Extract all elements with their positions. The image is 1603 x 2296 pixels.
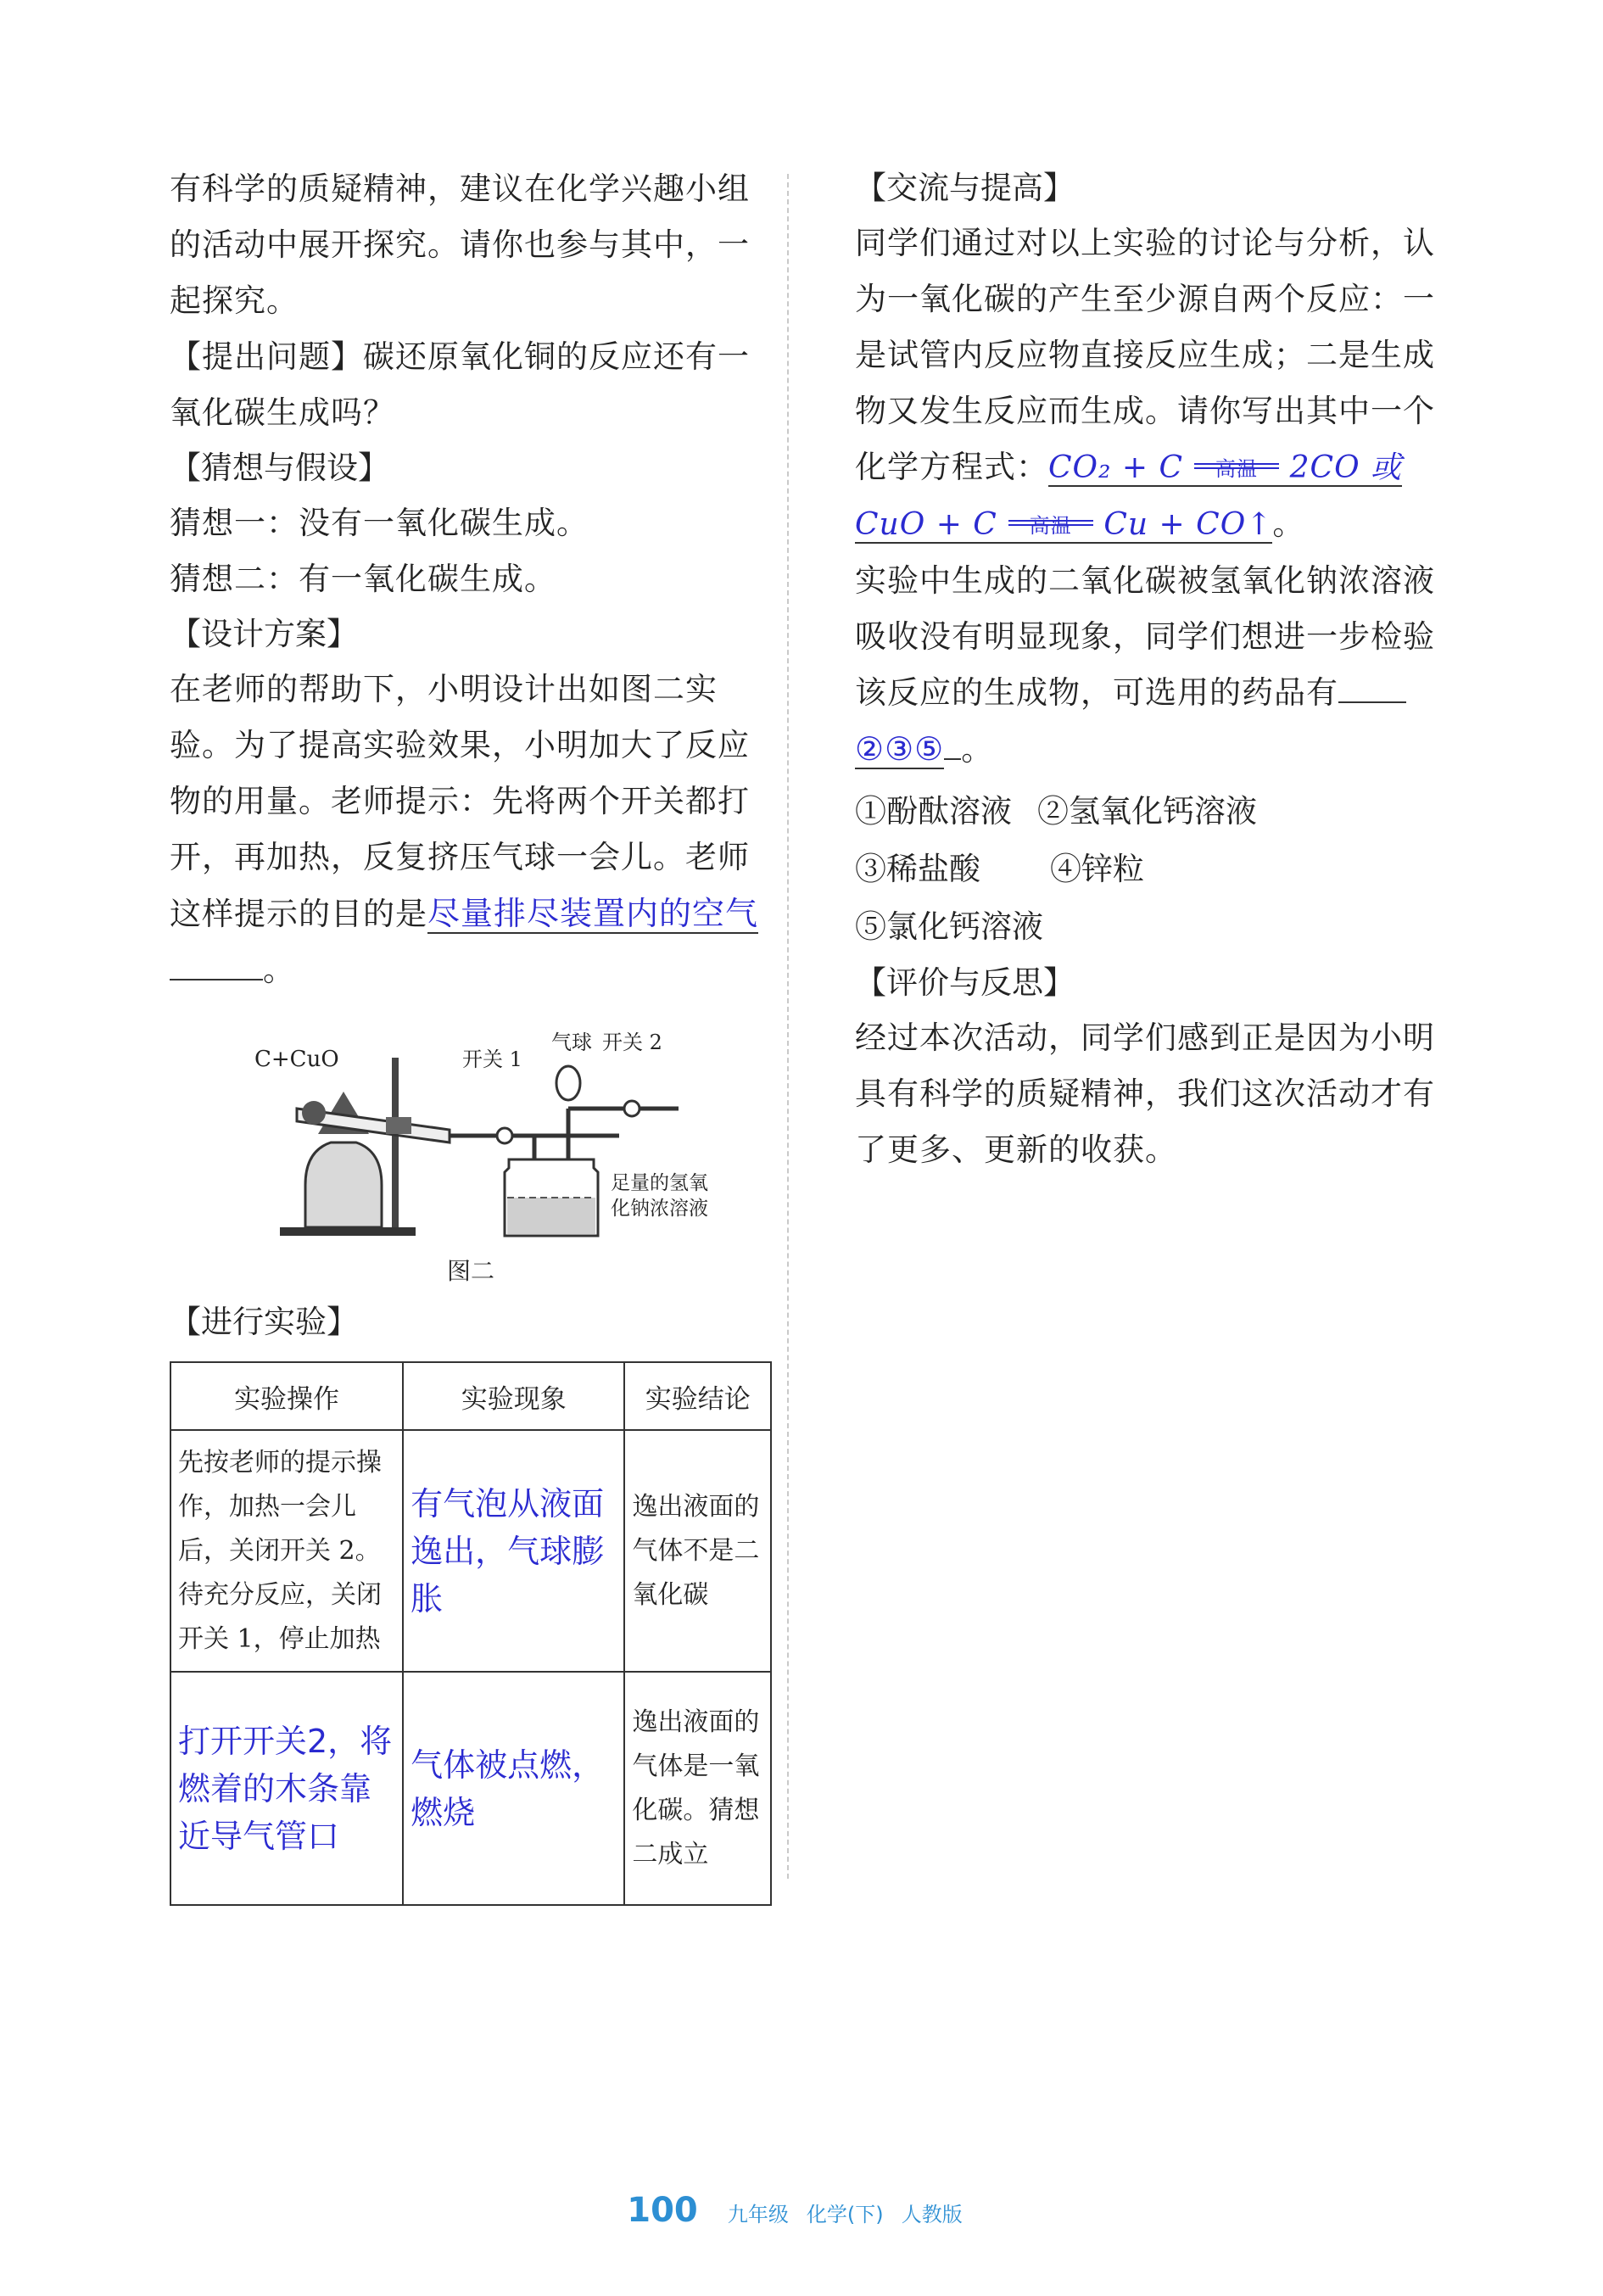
options-row-3 <box>855 898 1457 956</box>
period: 。 <box>263 952 295 988</box>
footer-subject: 化学(下) <box>806 2203 884 2226</box>
reflect-text: 经过本次活动，同学们感到正是因为小明具有科学的质疑精神，我们这次活动才有了更多、更新的收获。 <box>855 1020 1435 1168</box>
experiment-table <box>170 1361 772 1906</box>
row2-phenomenon: 气体被点燃，燃烧 <box>403 1672 624 1905</box>
eq2-left: CuO + C <box>855 507 997 542</box>
row1-operation: 先按老师的提示操作，加热一会儿后，关闭开关 2。待充分反应，关闭开关 1，停止加热 <box>170 1430 403 1672</box>
switch-2-valve <box>624 1101 640 1116</box>
question-heading: 【提出问题】 <box>170 338 363 375</box>
eq2-cond-text: 高温 <box>1029 514 1072 538</box>
equation-2 <box>855 506 1272 544</box>
figure-caption: 图二 <box>446 1257 494 1285</box>
option-4: ④锌粒 <box>1050 851 1144 887</box>
balloon <box>556 1066 580 1100</box>
options-row-2 <box>855 841 1457 898</box>
label-switch-1: 开关 1 <box>462 1047 522 1071</box>
guess-two: 猜想二：有一氧化碳生成。 <box>170 561 556 597</box>
period: 。 <box>1272 506 1305 542</box>
table-header-row <box>170 1362 771 1430</box>
row1-phenomenon: 有气泡从液面逸出，气球膨胀 <box>403 1430 624 1672</box>
question-text: 碳还原氧化铜的反应还有一氧化碳生成吗？ <box>170 338 750 431</box>
option-1: ①酚酞溶液 <box>855 793 1012 830</box>
exchange-text: 同学们通过对以上实验的讨论与分析，认为一氧化碳的产生至少源自两个反应：一是试管内反应物直接反应生成；二是生成物又发生反应而生成。请你写出其中一个化学方程式： <box>855 225 1435 485</box>
label-solution-1: 足量的氢氧 <box>611 1172 708 1194</box>
hypothesis-heading: 【猜想与假设】 <box>170 450 389 486</box>
eq1-condition <box>1194 457 1279 481</box>
clamp <box>386 1117 411 1134</box>
header-operation: 实验操作 <box>170 1362 403 1430</box>
eq2-right: Cu + CO↑ <box>1103 507 1273 542</box>
left-column <box>170 161 772 1906</box>
blank-tail <box>944 758 961 760</box>
design-text: 在老师的帮助下，小明设计出如图二实验。为了提高实验效果，小明加大了反应物的用量。老师提示：先将两个开关都打开，再加热，反复挤压气球一会儿。老师这样提示的目的是 <box>170 671 750 932</box>
reactant-mass <box>302 1101 326 1125</box>
equation-2-line <box>855 496 1457 553</box>
column-divider <box>787 174 789 1879</box>
option-2: ②氢氧化钙溶液 <box>1037 793 1257 830</box>
option-5: ⑤氯化钙溶液 <box>855 908 1043 945</box>
blank-lead <box>1338 701 1406 703</box>
switch-1-valve <box>497 1128 512 1143</box>
period: 。 <box>961 731 994 768</box>
header-phenomenon: 实验现象 <box>403 1362 624 1430</box>
eq1-left: CO₂ + C <box>1048 450 1184 485</box>
answer-reagents: ②③⑤ <box>855 730 945 768</box>
alcohol-lamp <box>305 1142 382 1227</box>
page-number: 100 <box>627 2191 698 2230</box>
footer-edition: 人教版 <box>901 2203 963 2226</box>
eq1-cond-text: 高温 <box>1215 457 1258 481</box>
absorb-paragraph <box>855 553 1457 778</box>
options-row-1 <box>855 783 1457 841</box>
label-reactant: C+CuO <box>254 1047 339 1072</box>
right-column <box>855 161 1457 1178</box>
table-row <box>170 1672 771 1905</box>
answer-blank-tail <box>170 979 263 980</box>
apparatus-diagram <box>170 1024 772 1244</box>
design-heading: 【设计方案】 <box>170 616 358 652</box>
stand-rod <box>392 1058 399 1227</box>
label-balloon: 气球 <box>551 1031 592 1054</box>
experiment-heading: 【进行实验】 <box>170 1304 358 1340</box>
row2-conclusion: 逸出液面的气体是一氧化碳。猜想二成立 <box>624 1672 771 1905</box>
design-paragraph <box>170 662 772 998</box>
question-paragraph <box>170 329 772 441</box>
intro-text: 有科学的质疑精神，建议在化学兴趣小组的活动中展开探究。请你也参与其中，一起探究。 <box>170 170 750 319</box>
label-solution-2: 化钠浓溶液 <box>611 1198 708 1220</box>
eq1-right: 2CO 或 <box>1289 450 1403 485</box>
option-3: ③稀盐酸 <box>855 851 980 887</box>
table-row <box>170 1430 771 1672</box>
guess-one: 猜想一：没有一氧化碳生成。 <box>170 505 589 541</box>
page-footer <box>0 2191 1603 2230</box>
apparatus-figure <box>170 1024 772 1285</box>
row2-operation: 打开开关2，将燃着的木条靠近导气管口 <box>170 1672 403 1905</box>
equation-1 <box>1048 449 1402 487</box>
reflect-heading: 【评价与反思】 <box>855 964 1075 1001</box>
eq2-condition <box>1008 514 1093 538</box>
footer-grade: 九年级 <box>727 2203 789 2226</box>
exchange-heading: 【交流与提高】 <box>855 170 1075 206</box>
label-switch-2: 开关 2 <box>602 1031 662 1054</box>
answer-purpose: 尽量排尽装置内的空气 <box>427 895 759 932</box>
exchange-paragraph <box>855 215 1457 496</box>
header-conclusion: 实验结论 <box>624 1362 771 1430</box>
absorb-text: 实验中生成的二氧化碳被氢氧化钠浓溶液吸收没有明显现象，同学们想进一步检验该反应的生成物，可选用的药品有 <box>855 562 1435 711</box>
row1-conclusion: 逸出液面的气体不是二氧化碳 <box>624 1430 771 1672</box>
bottle-solution <box>507 1198 595 1234</box>
